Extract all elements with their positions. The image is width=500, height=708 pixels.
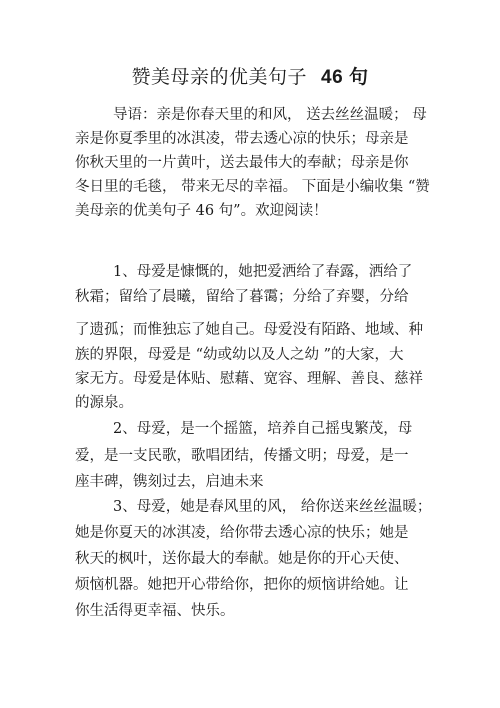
title-count: 46 句 <box>321 67 369 88</box>
para1-line-6: 的源泉。 <box>75 395 133 411</box>
para1-line-3: 了遗孤；而惟独忘了她自己。母爱没有陌路、地域、种 <box>75 322 423 338</box>
para3-line-2: 她是你夏天的冰淇凌，给你带去透心凉的快乐；她是 <box>75 525 409 541</box>
para1-line-4: 族的界限，母爱是 “幼或幼以及人之幼 ”的大家，大 <box>75 347 404 363</box>
para1-line-5: 家无方。母爱是体贴、慰藉、宽容、理解、善良、慈祥 <box>75 371 423 387</box>
para2-line-3: 座丰碑，镌刻过去，启迪未来 <box>75 474 264 490</box>
para3-line-3: 秋天的枫叶，送你最大的奉献。她是你的开心天使、 <box>75 551 409 567</box>
para1-line-2: 秋霜；留给了晨曦，留给了暮霭；分给了弃婴，分给 <box>75 289 409 305</box>
para3-line-4: 烦恼机器。她把开心带给你，把你的烦恼讲给她。让 <box>75 577 409 593</box>
para1-line-1: 1、母爱是慷慨的，她把爱洒给了春露，洒给了 <box>113 264 413 280</box>
intro-line-2: 亲是你夏季里的冰淇凌，带去透心凉的快乐；母亲是 <box>75 131 409 147</box>
para3-line-5: 你生活得更幸福、快乐。 <box>75 603 235 619</box>
title-text: 赞美母亲的优美句子 <box>131 66 308 88</box>
para2-line-2: 爱，是一支民歌，歌唱团结，传播文明；母爱，是一 <box>75 448 409 464</box>
document-title <box>0 62 500 89</box>
para2-line-1: 2、母爱，是一个摇篮，培养自己摇曳繁茂，母 <box>113 421 413 437</box>
intro-line-1: 导语：亲是你春天里的和风， 送去丝丝温暖； 母 <box>113 107 427 123</box>
intro-line-5: 美母亲的优美句子 46 句”。欢迎阅读！ <box>75 203 328 219</box>
para3-line-1: 3、母爱，她是春风里的风， 给你送来丝丝温暖； <box>113 499 432 515</box>
intro-line-3: 你秋天里的一片黄叶，送去最伟大的奉献；母亲是你 <box>75 155 409 171</box>
intro-line-4: 冬日里的毛毯， 带来无尽的幸福。 下面是小编收集 “赞 <box>75 179 430 195</box>
